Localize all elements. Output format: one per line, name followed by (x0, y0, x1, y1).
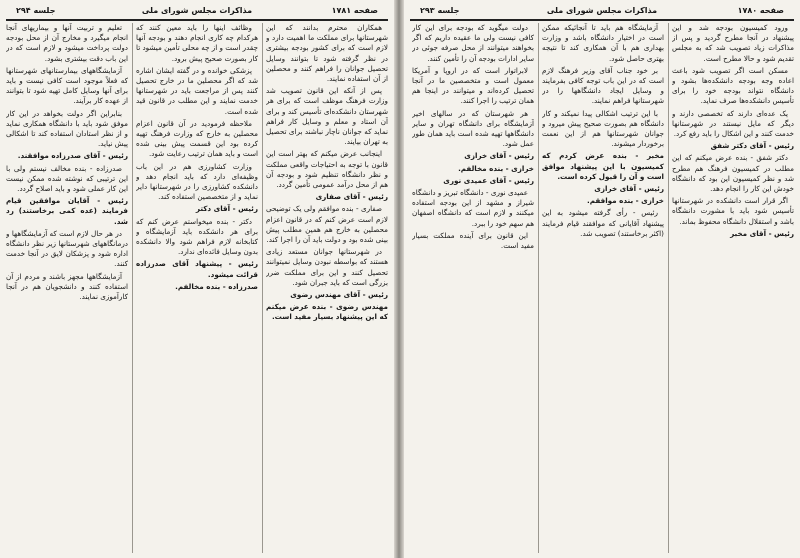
paragraph: مخبر - بنده عرض کردم که کمیسیون با این پیشنهاد موافق است و آن را قبول کرده است. (542, 151, 664, 181)
header-rule (6, 19, 388, 21)
paragraph: خرازی - بنده موافقم. (586, 196, 664, 206)
paragraph: رئیس - آقای صفاری (315, 192, 388, 202)
paragraph: رئیس - آقای دکتر شفق (710, 141, 794, 151)
paragraph: آزمایشگاهها مجهز باشند و مردم از آن استفاده کنند و دانشجویان هم در آنجا کارآموزی نمایند. (6, 271, 128, 302)
paragraph: رئیس - آقای خرازی (594, 184, 664, 194)
paragraph: ملاحظه فرمودید در آن قانون اعزام محصلین به خارج که وزارت فرهنگ تهیه کرده بود این قسمت پیش بینی شده است و باید همان ترتیب رعایت شود. (136, 118, 258, 159)
paragraph: تعلیم و تربیت آنها و بیماریهای آنجا انجام میگیرد و مخارج آن از محل بودجه دولت پرداخت میشود و لازم است که در این باب دقت بیشتری بشود. (6, 23, 128, 63)
paragraph: رئیس - آقای مخبر (730, 228, 794, 238)
column-divider (668, 23, 669, 553)
text-column (412, 23, 534, 553)
paragraph: این قانون برای آینده مملکت بسیار مفید است. (412, 230, 534, 251)
paragraph: رئیس - آقای خرازی (464, 151, 534, 161)
paragraph: در شهرستانها جوانان مستعد زیادی هستند که بواسطه نبودن وسایل نمیتوانند تحصیل کنند و این برای مملکت ضرر بزرگی است که باید جبران شود. (266, 247, 388, 287)
text-column (6, 23, 128, 553)
paragraph: بر خود جناب آقای وزیر فرهنگ لازم است که در این باب توجه کافی بفرمایند و وسایل ایجاد دانشگاهها را در شهرستانها فراهم نمایند. (542, 65, 664, 106)
paragraph: مهندس رضوی - بنده عرض میکنم که این پیشنهاد بسیار مفید است. (266, 302, 388, 322)
text-column (136, 23, 258, 553)
paragraph: صدرزاده - بنده مخالف نیستم ولی با این ترتیبی که نوشته شده ممکن نیست این کار عملی شود و باید اصلاح گردد. (6, 163, 128, 194)
session-number: جلسه ۲۹۴ (16, 6, 56, 15)
page-number: صفحه ۱۷۸۱ (331, 6, 378, 15)
paragraph: در هر حال لازم است که آزمایشگاهها و درمانگاههای شهرستانها زیر نظر دانشگاه اداره شود و پزشکان لایق در آنجا خدمت کنند. (6, 228, 128, 269)
paragraph: دولت میگوید که بودجه برای این کار کافی نیست ولی ما عقیده داریم که اگر بخواهند میتوانند از محل صرفه جوئی در سایر ادارات بودجه آن را تأمین کنند. (412, 23, 534, 63)
header-rule (410, 19, 794, 21)
column-divider (538, 23, 539, 553)
page-title: مذاکرات مجلس شورای ملی (141, 6, 253, 15)
paragraph: صدرزاده - بنده مخالفم. (175, 281, 258, 291)
paragraph: بنابراین اگر دولت بخواهد در این کار موفق شود باید با دانشگاه همکاری نماید و از نظر استادان استفاده کند تا اشکالی پیش نیاید. (6, 108, 128, 149)
paragraph: ورود کمیسیون بودجه شد و این پیشنهاد در آنجا مطرح گردید و پس از مذاکرات زیاد تصویب شد که به مجلس تقدیم شود و حالا مطرح است. (672, 23, 794, 63)
paragraph: یک عده‌ای دارند که تخصصی دارند و دیگر که مایل نیستند در شهرستانها خدمت کنند و این اشکال را باید رفع کرد. (672, 108, 794, 139)
paragraph: اینجانب عرض میکنم که بهتر است این قانون با توجه به احتیاجات واقعی مملکت و نظر دانشگاه تنظیم شود و بودجه آن هم از محل درآمد عمومی تأمین گردد. (266, 149, 388, 190)
paragraph: رئیس - آقای مهندس رضوی (290, 290, 388, 300)
right-page (404, 0, 800, 558)
page-gutter (394, 0, 404, 558)
paragraph: خرازی - بنده مخالفم. (458, 163, 534, 173)
page-header (412, 6, 792, 18)
paragraph: رئیس - پیشنهاد آقای صدرزاده قرائت میشود. (136, 259, 258, 279)
paragraph: رئیس - آقایان موافقین قیام فرمایند (عده کمی برخاستند) رد شد. (6, 196, 128, 226)
paragraph: هر شهرستان که در سالهای اخیر آزمایشگاه برای دانشگاه تهران و سایر دانشگاهها تهیه شده است باید همان طور عمل شود. (412, 108, 534, 149)
text-column (266, 23, 388, 553)
paragraph: با این ترتیب اشکالی پیدا نمیکند و کار دانشگاه هم بصورت صحیح پیش میرود و جوانان شهرستانها هم از این نعمت برخوردار میشوند. (542, 108, 664, 149)
paragraph: دکتر - بنده میخواستم عرض کنم که برای هر دانشکده باید آزمایشگاه و کتابخانه لازم فراهم شود والا دانشکده بدون وسایل فائده‌ای ندارد. (136, 216, 258, 257)
paragraph: عمیدی نوری - دانشگاه تبریز و دانشگاه شیراز و مشهد از این بودجه استفاده میکنند و لازم است که دانشگاه اصفهان هم سهم خود را ببرد. (412, 188, 534, 228)
text-column (542, 23, 664, 553)
session-number: جلسه ۲۹۳ (420, 6, 460, 15)
paragraph: لابراتوار است که در اروپا و آمریکا معمول است و متخصصین ما در آنجا تحصیل کرده‌اند و میتوانند در اینجا هم همان ترتیب را اجرا کنند. (412, 65, 534, 106)
paragraph: رئیس - آقای دکتر (195, 204, 258, 214)
text-column (672, 23, 794, 553)
paragraph: پزشکی خوانده و در گفته ایشان اشاره شد که اگر محصلین ما در خارج تحصیل کنند پس از مراجعت باید در شهرستانها خدمت نمایند و این مطلب در قانون قید شده است. (136, 65, 258, 116)
paragraph: اگر قرار است دانشکده در شهرستانها تأسیس شود باید با مشورت دانشگاه باشد و استقلال دانشگاه محفوظ بماند. (672, 196, 794, 226)
paragraph: رئیس - آقای عمیدی نوری (443, 175, 534, 185)
paragraph: رئیس - رأی گرفته میشود به این پیشنهاد آقایانی که موافقند قیام فرمایند (اکثر برخاستند) تصویب شد. (542, 208, 664, 238)
page-title: مذاکرات مجلس شورای ملی (546, 6, 658, 15)
page-number: صفحه ۱۷۸۰ (737, 6, 784, 15)
column-divider (262, 23, 263, 553)
left-page (0, 0, 394, 558)
paragraph: پس از آنکه این قانون تصویب شد وزارت فرهنگ موظف است که برای هر شهرستان دانشکده‌ای تأسیس کند و برای آن استاد و معلم و وسایل کار فراهم نماید که جوانان ناچار نباشند برای تحصیل به تهران بیایند. (266, 86, 388, 147)
paragraph: وزارت کشاورزی هم در این باب وظیفه‌ای دارد که باید انجام دهد و دانشکده کشاورزی را در شهرستانها دایر نماید و از متخصصین استفاده کند. (136, 161, 258, 202)
column-divider (132, 23, 133, 553)
paragraph: دکتر شفق - بنده عرض میکنم که این مطلب در کمیسیون فرهنگ هم مطرح شد و نظر کمیسیون این بود که دانشگاه خودش این کار را انجام دهد. (672, 153, 794, 194)
paragraph: صفاری - بنده موافقم ولی یک توضیحی لازم است عرض کنم که در قانون اعزام محصلین به خارج هم همین مطلب پیش بینی شده بود و دولت باید آن را اجرا کند. (266, 204, 388, 245)
paragraph: آزمایشگاه هم باید تا آنجائیکه ممکن است در اختیار دانشگاه باشد و وزارت بهداری هم با آن همکاری کند تا نتیجه بهتری حاصل شود. (542, 23, 664, 63)
paragraph: همکاران محترم بدانند که این شهرستانها برای مملکت ما اهمیت دارد و لازم است که برای کشور بودجه بیشتری در نظر گرفته شود تا بتوانند وسایل تحصیل جوانان را فراهم کنند و محصلین از آن استفاده نمایند. (266, 23, 388, 84)
paragraph: وظائف اینها را باید معین کنند که هرکدام چه کاری انجام دهند و بودجه آنها چقدر است و از چه محلی تأمین میشود تا کار بصورت صحیح پیش برود. (136, 23, 258, 63)
paragraph: رئیس - آقای صدرزاده موافقند. (17, 151, 128, 161)
page-header (8, 6, 386, 18)
paragraph: مسکن است اگر تصویب شود باعث اعاده وجه بودجه دانشکده‌ها بشود و دانشگاه نتواند بودجه خود را برای تأسیس دانشکده‌ها صرف نماید. (672, 65, 794, 106)
paragraph: آزمایشگاههای بیمارستانهای شهرستانها که فعلاً موجود است کافی نیست و باید برای آنها وسایل کامل تهیه شود تا بتوانند از عهده کار برآیند. (6, 65, 128, 106)
